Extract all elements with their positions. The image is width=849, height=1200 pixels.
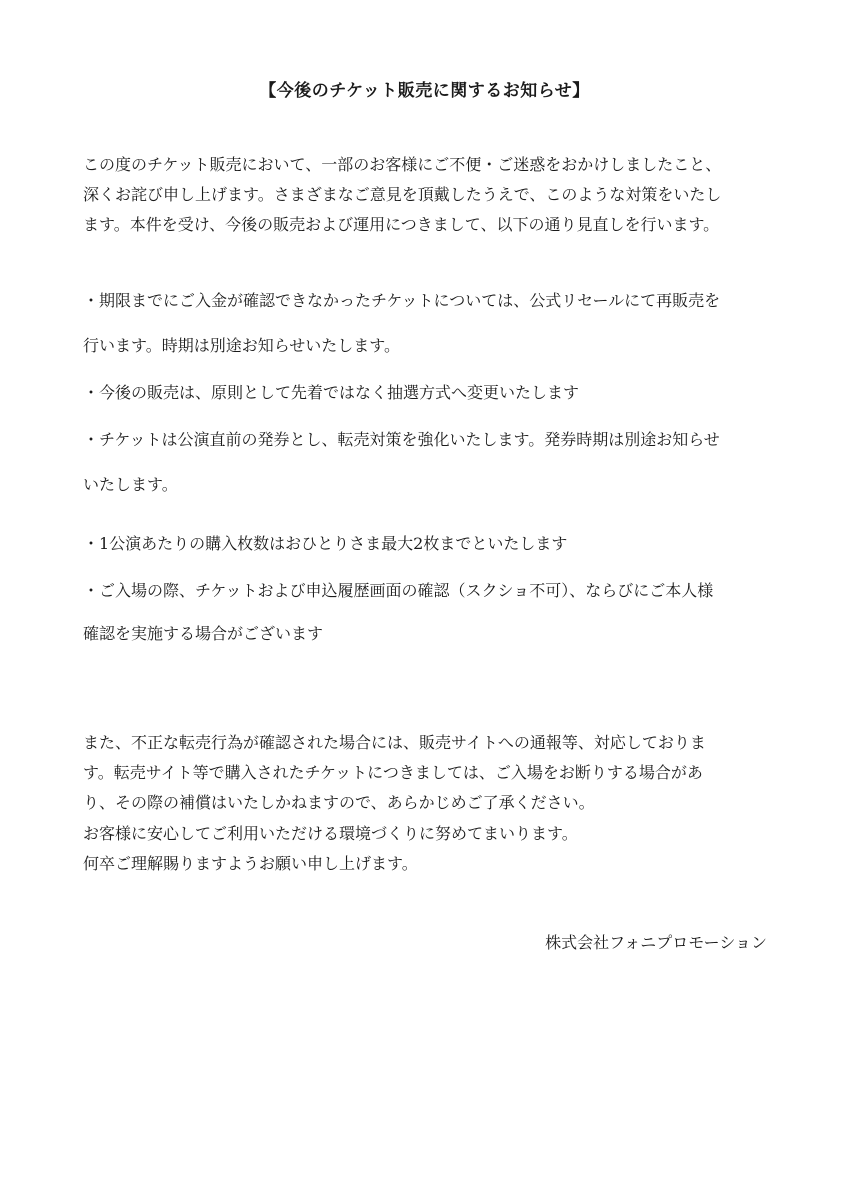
closing-paragraph [83,819,773,879]
measure-item-id-check-cont [83,619,773,649]
closing-line: お客様に安心してご利用いただける環境づくりに努めてまいります。 [83,824,578,843]
measure-line: ・期限までにご入金が確認できなかったチケットについては、公式リセールにて再販売を [83,291,721,310]
measure-line: ・今後の販売は、原則として先着ではなく抽選方式へ変更いたします [83,383,580,402]
resale-notice-line: り、その際の補償はいたしかねますので、あらかじめご了承ください。 [83,793,595,812]
closing-line: 何卒ご理解賜りますようお願い申し上げます。 [83,854,418,873]
resale-notice-line: す。転売サイト等で購入されたチケットにつきましては、ご入場をお断りする場合があ [83,763,703,782]
intro-line: 深くお詫び申し上げます。さまざまなご意見を頂戴したうえで、このような対策をいたし [83,185,722,204]
intro-paragraph [83,150,773,240]
company-signature: 株式会社フォニプロモーション [545,933,767,952]
measure-line: ・チケットは公演直前の発券とし、転売対策を強化いたします。発券時期は別途お知らせ [83,430,720,449]
notice-title: 【今後のチケット販売に関するお知らせ】 [259,81,590,101]
measure-line: いたします。 [83,475,178,494]
measure-item-resale-cont [83,331,773,361]
measure-item-lottery [83,378,773,408]
measure-item-ticketing [83,425,773,455]
resale-notice-paragraph [83,728,773,818]
intro-line: この度のチケット販売において、一部のお客様にご不便・ご迷惑をおかけしましたこと、 [83,155,722,174]
measure-item-purchase-limit [83,529,773,559]
measure-item-resale [83,286,773,316]
measure-line: ・1公演あたりの購入枚数はおひとりさま最大2枚までといたします [83,534,568,553]
measure-line: ・ご入場の際、チケットおよび申込履歴画面の確認（スクショ不可）、ならびにご本人様 [83,581,714,600]
measure-line: 確認を実施する場合がございます [83,624,324,643]
measure-item-ticketing-cont [83,470,773,500]
resale-notice-line: また、不正な転売行為が確認された場合には、販売サイトへの通報等、対応しておりま [83,733,706,752]
measure-item-id-check [83,576,773,606]
measure-line: 行います。時期は別途お知らせいたします。 [83,336,400,355]
intro-line: ます。本件を受け、今後の販売および運用につきまして、以下の通り見直しを行います。 [83,215,720,234]
